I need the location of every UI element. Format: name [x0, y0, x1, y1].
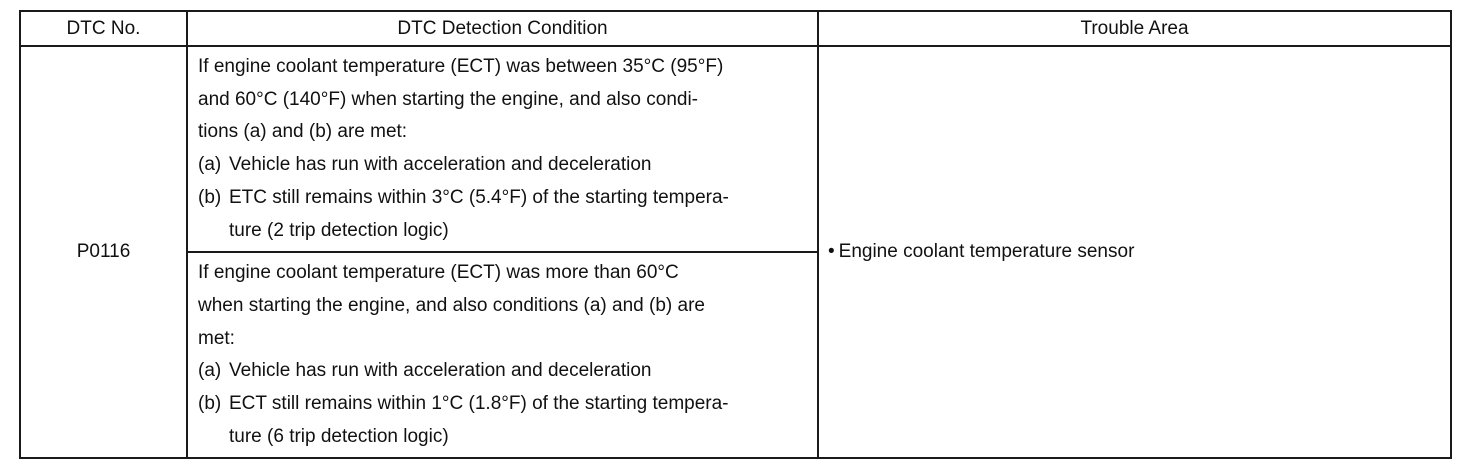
item-text: ETC still remains within 3°C (5.4°F) of the starting tempera-	[229, 186, 729, 208]
trouble-area-text: Engine coolant temperature sensor	[838, 241, 1135, 263]
item-text: Vehicle has run with acceleration and deceleration	[229, 154, 652, 176]
header-detection-condition: DTC Detection Condition	[187, 11, 818, 46]
item-label: (b)	[198, 186, 222, 208]
detection-condition-2	[187, 252, 818, 458]
condition-intro-line: when starting the engine, and also conditions (a) and (b) are	[198, 294, 705, 316]
header-trouble-area: Trouble Area	[818, 11, 1451, 46]
item-label: (a)	[198, 360, 222, 382]
condition-intro-line: met:	[198, 327, 235, 349]
condition-item-a	[198, 149, 807, 182]
condition-item-a	[198, 355, 807, 388]
item-label: (a)	[198, 154, 222, 176]
item-text: ture (6 trip detection logic)	[229, 425, 449, 447]
condition-item-b-continued	[198, 215, 807, 248]
item-text: Vehicle has run with acceleration and deceleration	[229, 360, 652, 382]
condition-item-b-continued	[198, 421, 807, 454]
header-row	[20, 11, 1451, 46]
condition-intro-line: tions (a) and (b) are met:	[198, 121, 408, 143]
condition-intro-line: If engine coolant temperature (ECT) was more than 60°C	[198, 262, 679, 284]
condition-intro-line: and 60°C (140°F) when starting the engine, and also condi-	[198, 88, 699, 110]
table-row	[20, 46, 1451, 252]
detection-condition-1	[187, 46, 818, 252]
condition-intro-line: If engine coolant temperature (ECT) was between 35°C (95°F)	[198, 56, 724, 77]
bullet-icon: •	[828, 241, 835, 263]
item-text: ture (2 trip detection logic)	[229, 219, 449, 241]
dtc-table	[19, 10, 1452, 459]
item-text: ECT still remains within 1°C (1.8°F) of the starting tempera-	[229, 393, 729, 415]
condition-item-b	[198, 388, 807, 421]
trouble-area-cell	[818, 46, 1451, 458]
dtc-number-cell: P0116	[20, 46, 187, 458]
item-label: (b)	[198, 393, 222, 415]
condition-item-b	[198, 182, 807, 215]
header-dtc-no: DTC No.	[20, 11, 187, 46]
